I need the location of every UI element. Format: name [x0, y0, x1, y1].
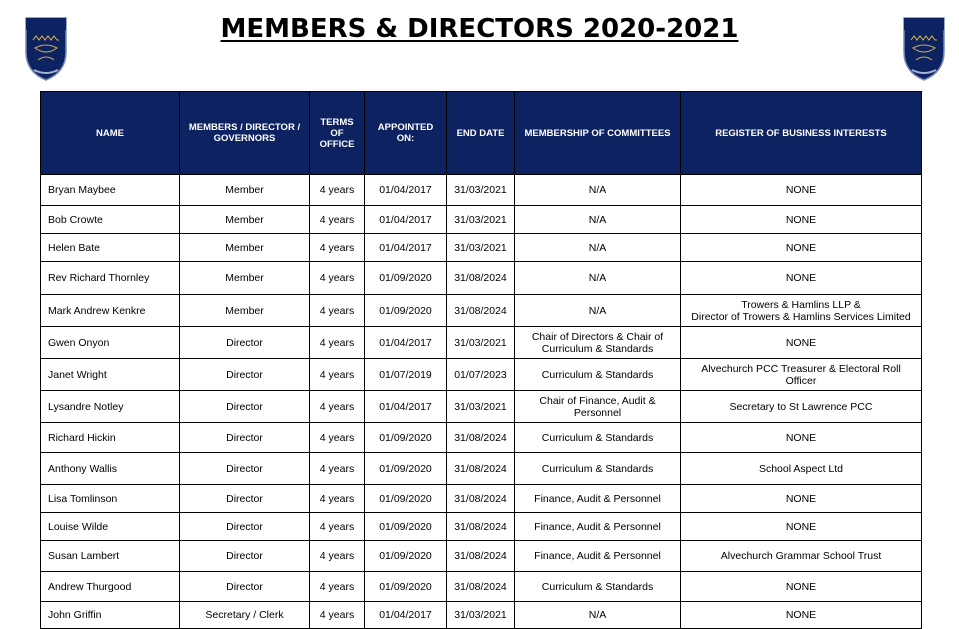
cell-appointed: 01/09/2020: [365, 295, 447, 327]
header-end-date: END DATE: [447, 92, 515, 175]
cell-terms: 4 years: [310, 262, 365, 295]
cell-committees: Curriculum & Standards: [515, 572, 681, 602]
cell-role: Director: [180, 513, 310, 541]
cell-role: Director: [180, 541, 310, 572]
cell-terms: 4 years: [310, 485, 365, 513]
cell-name: Bob Crowte: [41, 206, 180, 234]
cell-appointed: 01/04/2017: [365, 391, 447, 423]
cell-appointed: 01/04/2017: [365, 175, 447, 206]
cell-committees: N/A: [515, 602, 681, 629]
table-row: [41, 513, 922, 541]
cell-committees: Curriculum & Standards: [515, 423, 681, 453]
table-row: [41, 175, 922, 206]
cell-interests: NONE: [681, 262, 922, 295]
cell-interests: NONE: [681, 602, 922, 629]
cell-interests: NONE: [681, 206, 922, 234]
cell-interests: NONE: [681, 513, 922, 541]
cell-role: Director: [180, 453, 310, 485]
cell-committees: Chair of Finance, Audit & Personnel: [515, 391, 681, 423]
cell-role: Director: [180, 485, 310, 513]
table-row: [41, 359, 922, 391]
cell-name: Janet Wright: [41, 359, 180, 391]
cell-end-date: 31/03/2021: [447, 602, 515, 629]
header-appointed: APPOINTED ON:: [365, 92, 447, 175]
cell-interests: NONE: [681, 485, 922, 513]
cell-committees: N/A: [515, 295, 681, 327]
cell-end-date: 31/03/2021: [447, 327, 515, 359]
cell-end-date: 31/08/2024: [447, 262, 515, 295]
cell-committees: Finance, Audit & Personnel: [515, 513, 681, 541]
members-directors-table: [40, 91, 922, 629]
cell-terms: 4 years: [310, 541, 365, 572]
table-row: [41, 206, 922, 234]
cell-name: Mark Andrew Kenkre: [41, 295, 180, 327]
cell-name: Susan Lambert: [41, 541, 180, 572]
header-role: MEMBERS / DIRECTOR / GOVERNORS: [180, 92, 310, 175]
cell-name: Rev Richard Thornley: [41, 262, 180, 295]
header-committees: MEMBERSHIP OF COMMITTEES: [515, 92, 681, 175]
cell-role: Member: [180, 262, 310, 295]
school-crest-logo: [24, 16, 68, 82]
table-row: [41, 541, 922, 572]
cell-appointed: 01/04/2017: [365, 206, 447, 234]
cell-committees: Curriculum & Standards: [515, 453, 681, 485]
cell-role: Member: [180, 175, 310, 206]
table-header-row: [41, 92, 922, 175]
cell-end-date: 31/08/2024: [447, 453, 515, 485]
cell-role: Member: [180, 234, 310, 262]
cell-interests: NONE: [681, 175, 922, 206]
cell-end-date: 31/08/2024: [447, 295, 515, 327]
cell-appointed: 01/04/2017: [365, 234, 447, 262]
table-row: [41, 262, 922, 295]
cell-committees: N/A: [515, 175, 681, 206]
cell-name: Andrew Thurgood: [41, 572, 180, 602]
cell-end-date: 31/03/2021: [447, 206, 515, 234]
cell-role: Director: [180, 359, 310, 391]
cell-end-date: 01/07/2023: [447, 359, 515, 391]
cell-role: Director: [180, 423, 310, 453]
cell-appointed: 01/07/2019: [365, 359, 447, 391]
cell-interests: NONE: [681, 327, 922, 359]
cell-interests: NONE: [681, 423, 922, 453]
table-row: [41, 602, 922, 629]
cell-interests: Trowers & Hamlins LLP & Director of Trowers & Hamlins Services Limited: [681, 295, 922, 327]
table-row: [41, 391, 922, 423]
cell-appointed: 01/09/2020: [365, 541, 447, 572]
cell-name: Anthony Wallis: [41, 453, 180, 485]
cell-terms: 4 years: [310, 175, 365, 206]
cell-end-date: 31/08/2024: [447, 513, 515, 541]
cell-terms: 4 years: [310, 572, 365, 602]
cell-committees: N/A: [515, 262, 681, 295]
table-row: [41, 234, 922, 262]
cell-end-date: 31/08/2024: [447, 541, 515, 572]
cell-name: Gwen Onyon: [41, 327, 180, 359]
cell-appointed: 01/09/2020: [365, 453, 447, 485]
cell-role: Member: [180, 295, 310, 327]
header-terms: TERMS OF OFFICE: [310, 92, 365, 175]
cell-interests: Alvechurch Grammar School Trust: [681, 541, 922, 572]
cell-role: Director: [180, 391, 310, 423]
cell-name: Lisa Tomlinson: [41, 485, 180, 513]
cell-appointed: 01/09/2020: [365, 572, 447, 602]
cell-end-date: 31/08/2024: [447, 423, 515, 453]
cell-terms: 4 years: [310, 234, 365, 262]
cell-interests: NONE: [681, 234, 922, 262]
cell-end-date: 31/03/2021: [447, 175, 515, 206]
cell-committees: Finance, Audit & Personnel: [515, 485, 681, 513]
table-row: [41, 572, 922, 602]
page-title: MEMBERS & DIRECTORS 2020-2021: [220, 14, 739, 44]
cell-terms: 4 years: [310, 391, 365, 423]
cell-name: Bryan Maybee: [41, 175, 180, 206]
cell-interests: Alvechurch PCC Treasurer & Electoral Roll Officer: [681, 359, 922, 391]
cell-role: Member: [180, 206, 310, 234]
cell-appointed: 01/04/2017: [365, 602, 447, 629]
cell-terms: 4 years: [310, 423, 365, 453]
cell-end-date: 31/03/2021: [447, 234, 515, 262]
cell-interests: Secretary to St Lawrence PCC: [681, 391, 922, 423]
table-row: [41, 295, 922, 327]
table-row: [41, 453, 922, 485]
table-row: [41, 423, 922, 453]
cell-role: Director: [180, 327, 310, 359]
cell-appointed: 01/09/2020: [365, 485, 447, 513]
cell-role: Director: [180, 572, 310, 602]
cell-committees: Curriculum & Standards: [515, 359, 681, 391]
cell-name: Richard Hickin: [41, 423, 180, 453]
cell-committees: N/A: [515, 234, 681, 262]
cell-end-date: 31/08/2024: [447, 485, 515, 513]
table-row: [41, 327, 922, 359]
cell-terms: 4 years: [310, 295, 365, 327]
cell-name: Helen Bate: [41, 234, 180, 262]
cell-appointed: 01/09/2020: [365, 262, 447, 295]
cell-terms: 4 years: [310, 602, 365, 629]
cell-appointed: 01/09/2020: [365, 513, 447, 541]
cell-appointed: 01/04/2017: [365, 327, 447, 359]
cell-committees: Chair of Directors & Chair of Curriculum & Standards: [515, 327, 681, 359]
cell-terms: 4 years: [310, 359, 365, 391]
cell-terms: 4 years: [310, 513, 365, 541]
cell-interests: School Aspect Ltd: [681, 453, 922, 485]
school-crest-logo: [902, 16, 946, 82]
cell-name: Lysandre Notley: [41, 391, 180, 423]
cell-end-date: 31/03/2021: [447, 391, 515, 423]
header-name: NAME: [41, 92, 180, 175]
table-row: [41, 485, 922, 513]
cell-committees: N/A: [515, 206, 681, 234]
cell-role: Secretary / Clerk: [180, 602, 310, 629]
cell-end-date: 31/08/2024: [447, 572, 515, 602]
cell-terms: 4 years: [310, 206, 365, 234]
cell-terms: 4 years: [310, 453, 365, 485]
cell-terms: 4 years: [310, 327, 365, 359]
cell-name: John Griffin: [41, 602, 180, 629]
cell-committees: Finance, Audit & Personnel: [515, 541, 681, 572]
cell-appointed: 01/09/2020: [365, 423, 447, 453]
header-interests: REGISTER OF BUSINESS INTERESTS: [681, 92, 922, 175]
cell-name: Louise Wilde: [41, 513, 180, 541]
cell-interests: NONE: [681, 572, 922, 602]
